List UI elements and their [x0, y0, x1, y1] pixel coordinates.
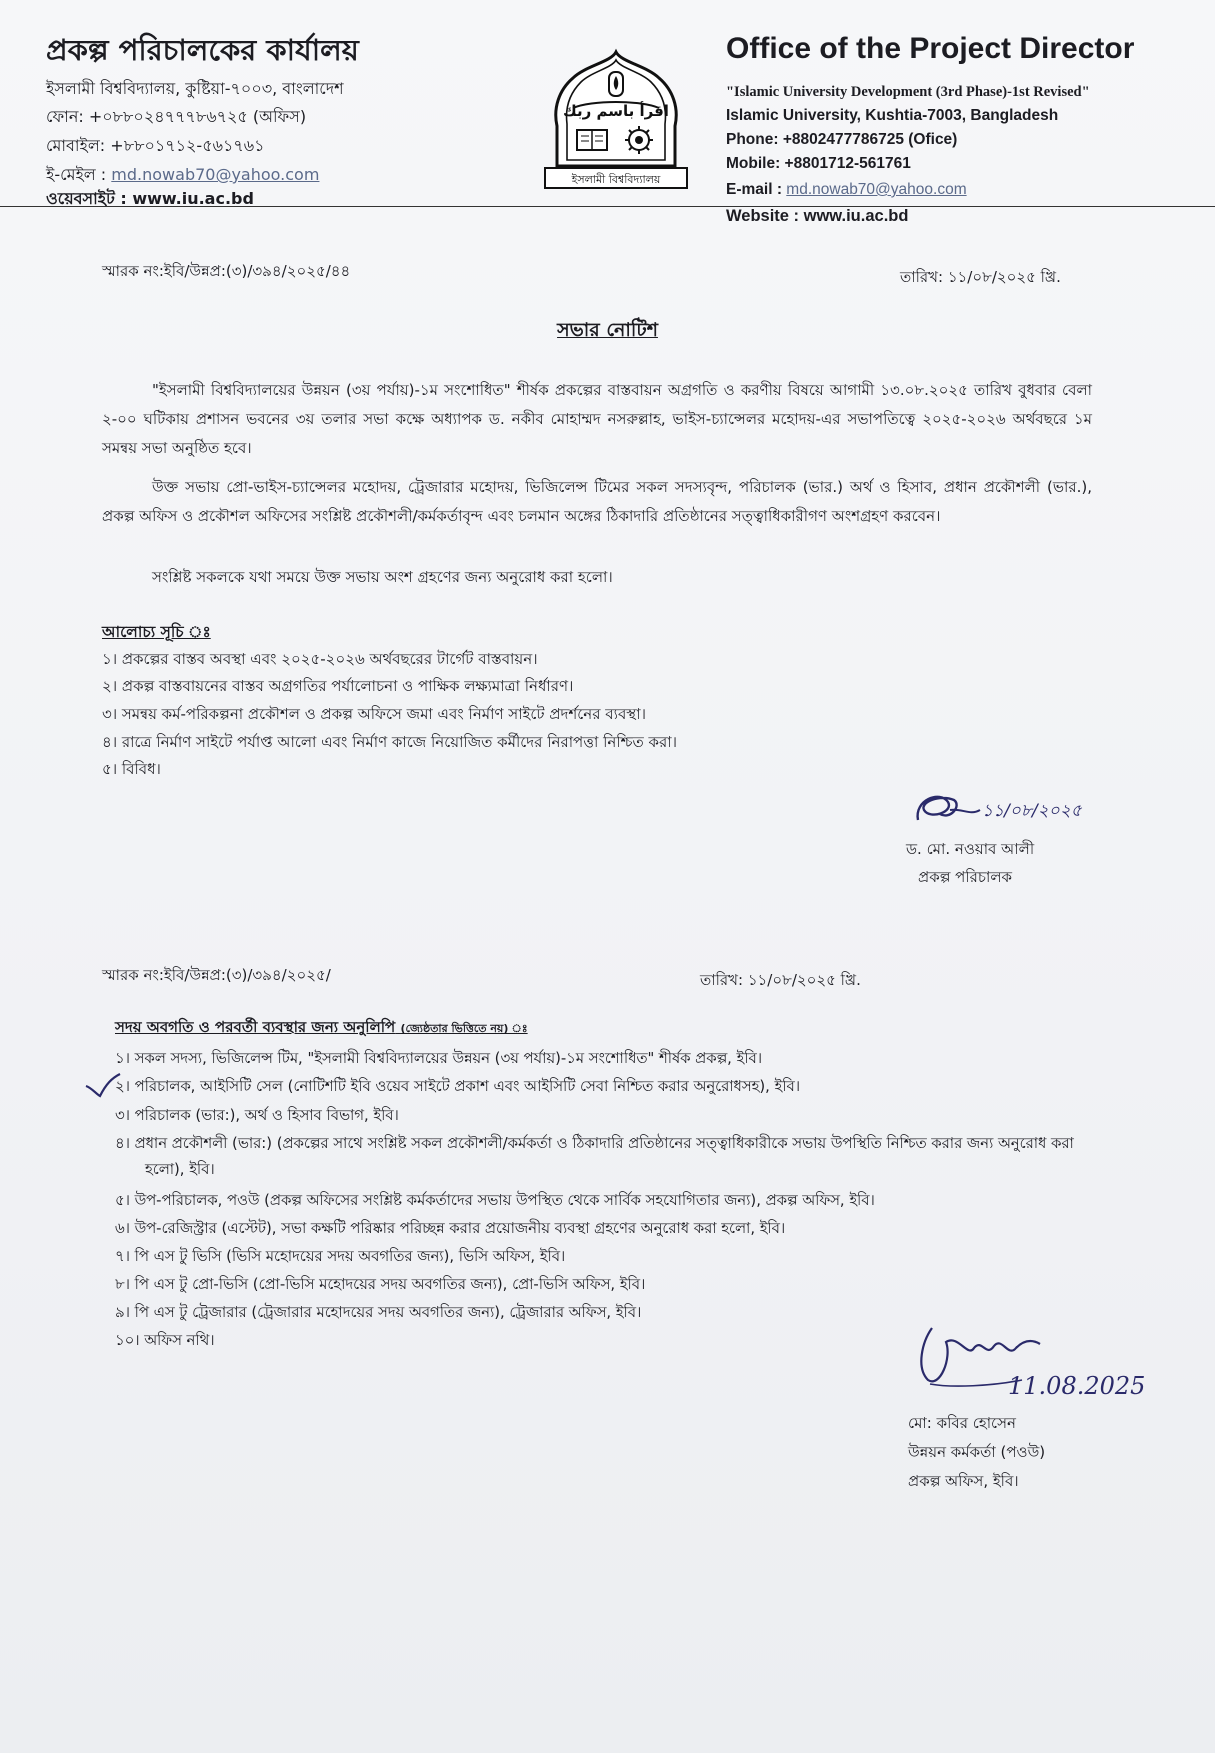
notice-paragraph-1: "ইসলামী বিশ্ববিদ্যালয়ের উন্নয়ন (৩য় পর্যায়)-১ম সংশোধিত" শীর্ষক প্রকল্পের বাস্তবায়ন অগ্রগতি ও করণীয় বিষয়ে আগামী ১৩.০৮.২০২৫ তারিখ বুধবার বেলা ২-০০ ঘটিকায় প্রশাসন ভবনের ৩য় তলার সভা কক্ষে অধ্যাপক ড. নকীব মোহাম্মদ নসরুল্লাহ, ভাইস-চ্যান্সেলর মহোদয়-এর সভাপতিত্বে ২০২৫-২০২৬ অর্থবছরে ১ম সমন্বয় সভা অনুষ্ঠিত হবে।	[102, 381, 1092, 457]
email-bn-label: ই-মেইল :	[46, 165, 107, 184]
notice-paragraph-3: সংশ্লিষ্ট সকলকে যথা সময়ে উক্ত সভায় অংশ গ্রহণের জন্য অনুরোধ করা হলো।	[152, 568, 613, 586]
signatory-2-name: মো: কবির হোসেন	[908, 1414, 1016, 1432]
office-title-en: Office of the Project Director	[726, 32, 1135, 65]
mobile-bn: মোবাইল: +৮৮০১৭১২-৫৬১৭৬১	[46, 136, 265, 155]
logo-arabic-text: اقرأ باسم ربك	[563, 102, 669, 120]
email-en-label: E-mail :	[726, 181, 782, 198]
checkmark-icon	[82, 1070, 122, 1100]
agenda-item: ১। প্রকল্পের বাস্তব অবস্থা এবং ২০২৫-২০২৬ অর্থবছরের টার্গেট বাস্তবায়ন।	[102, 650, 538, 668]
phone-en: Phone: +8802477786725 (Ofice)	[726, 131, 958, 148]
mobile-en: Mobile: +8801712-561761	[726, 155, 911, 172]
copy-item: ৬। উপ-রেজিস্ট্রার (এস্টেট), সভা কক্ষটি পরিষ্কার পরিচ্ছন্ন করার প্রয়োজনীয় ব্যবস্থা গ্রহণের অনুরোধ করা হলো, ইবি।	[115, 1220, 786, 1237]
logo-caption: ইসলামী বিশ্ববিদ্যালয়	[571, 173, 661, 186]
address-bn: ইসলামী বিশ্ববিদ্যালয়, কুষ্টিয়া-৭০০৩, বাংলাদেশ	[46, 79, 344, 98]
signatory-1-role: প্রকল্প পরিচালক	[918, 868, 1013, 886]
copy-item: ৫। উপ-পরিচালক, পওউ (প্রকল্প অফিসের সংশ্লিষ্ট কর্মকর্তাদের সভায় উপস্থিত থেকে সার্বিক সহযোগিতার জন্য), প্রকল্প অফিস, ইবি।	[115, 1192, 875, 1209]
project-name-en: "Islamic University Development (3rd Phase)-1st Revised"	[726, 84, 1090, 100]
copy-item: ৯। পি এস টু ট্রেজারার (ট্রেজারার মহোদয়ের সদয় অবগতির জন্য), ট্রেজারার অফিস, ইবি।	[115, 1304, 642, 1321]
memo-date: তারিখ: ১১/০৮/২০২৫ খ্রি.	[900, 268, 1061, 286]
signature-1-handwritten-date: ১১/০৮/২০২৫	[982, 801, 1082, 821]
header-divider	[0, 206, 1215, 207]
signatory-2-role: উন্নয়ন কর্মকর্তা (পওউ)	[908, 1443, 1046, 1461]
email-bn-row	[46, 162, 319, 189]
copy-item: ২। পরিচালক, আইসিটি সেল (নোটিশটি ইবি ওয়েব সাইটে প্রকাশ এবং আইসিটি সেবা নিশ্চিত করার অনুরোধসহ), ইবি।	[115, 1078, 800, 1095]
address-en: Islamic University, Kushtia-7003, Bangladesh	[726, 107, 1059, 124]
signatory-2-office: প্রকল্প অফিস, ইবি।	[908, 1472, 1019, 1490]
notice-title-text: সভার নোটিশ	[557, 319, 658, 341]
agenda-item: ৫। বিবিধ।	[102, 760, 161, 778]
email-bn-link[interactable]: md.nowab70@yahoo.com	[111, 165, 320, 184]
office-title-bn: প্রকল্প পরিচালকের কার্যালয়	[46, 33, 359, 67]
agenda-item: ৩। সমন্বয় কর্ম-পরিকল্পনা প্রকৌশল ও প্রকল্প অফিসে জমা এবং নির্মাণ সাইটে প্রদর্শনের ব্যবস্থা।	[102, 705, 646, 723]
memo-2-number: স্মারক নং:ইবি/উন্নপ্র:(৩)/৩৯৪/২০২৫/	[102, 966, 331, 984]
notice-paragraph-2: উক্ত সভায় প্রো-ভাইস-চ্যান্সেলর মহোদয়, ট্রেজারার মহোদয়, ভিজিলেন্স টিমের সকল সদস্যবৃন্দ, পরিচালক (ভার.) অর্থ ও হিসাব, প্রধান প্রকৌশলী (ভার.), প্রকল্প অফিস ও প্রকৌশল অফিসের সংশ্লিষ্ট প্রকৌশলী/কর্মকর্তাবৃন্দ এবং চলমান অঙ্গের ঠিকাদারি প্রতিষ্ঠানের সত্ত্বাধিকারীগণ অংশগ্রহণ করবেন।	[102, 478, 1092, 525]
email-en-row	[726, 181, 967, 199]
university-logo	[541, 48, 691, 190]
copy-item: ১০। অফিস নথি।	[115, 1332, 215, 1349]
website-bn: ওয়েবসাইট : www.iu.ac.bd	[46, 189, 254, 208]
signatory-1-name: ড. মো. নওয়াব আলী	[906, 840, 1035, 858]
agenda-title: আলোচ্য সূচি ঃ	[102, 623, 211, 641]
agenda-item: ৪। রাত্রে নির্মাণ সাইটে পর্যাপ্ত আলো এবং নির্মাণ কাজে নিয়োজিত কর্মীদের নিরাপত্তা নিশ্চিত করা।	[102, 733, 677, 751]
phone-bn: ফোন: +০৮৮০২৪৭৭৭৮৬৭২৫ (অফিস)	[46, 107, 307, 126]
signature-2-handwritten-date: 11.08.2025	[1008, 1372, 1146, 1400]
copy-list-title-text: সদয় অবগতি ও পরবর্তী ব্যবস্থার জন্য অনুলিপি	[115, 1018, 396, 1036]
email-en-link[interactable]: md.nowab70@yahoo.com	[786, 181, 967, 198]
agenda-item: ২। প্রকল্প বাস্তবায়নের বাস্তব অগ্রগতির পর্যালোচনা ও পাক্ষিক লক্ষ্যমাত্রা নির্ধারণ।	[102, 677, 574, 695]
copy-item: ৪। প্রধান প্রকৌশলী (ভার:) (প্রকল্পের সাথে সংশ্লিষ্ট সকল প্রকৌশলী/কর্মকর্তা ও ঠিকাদারি প্রতিষ্ঠানের সত্ত্বাধিকারীকে সভায় উপস্থিতি নিশ্চিত করার জন্য অনুরোধ করা হলো), ইবি।	[115, 1135, 1074, 1178]
memo-2-date: তারিখ: ১১/০৮/২০২৫ খ্রি.	[700, 971, 861, 989]
copy-item: ৭। পি এস টু ভিসি (ভিসি মহোদয়ের সদয় অবগতির জন্য), ভিসি অফিস, ইবি।	[115, 1248, 566, 1265]
copy-list-title	[115, 1016, 528, 1041]
notice-title	[0, 316, 1215, 348]
copy-list-title-note: (জ্যেষ্ঠতার ভিত্তিতে নয়) ঃ	[400, 1022, 528, 1035]
logo-emblem-icon	[541, 48, 691, 190]
copy-item: ১। সকল সদস্য, ভিজিলেন্স টিম, "ইসলামী বিশ্ববিদ্যালয়ের উন্নয়ন (৩য় পর্যায়)-১ম সংশোধিত" শীর্ষক প্রকল্প, ইবি।	[115, 1050, 763, 1067]
copy-item: ৮। পি এস টু প্রো-ভিসি (প্রো-ভিসি মহোদয়ের সদয় অবগতির জন্য), প্রো-ভিসি অফিস, ইবি।	[115, 1276, 646, 1293]
website-en: Website : www.iu.ac.bd	[726, 207, 909, 225]
tick-mark-icon	[82, 1070, 122, 1100]
memo-number: স্মারক নং:ইবি/উন্নপ্র:(৩)/৩৯৪/২০২৫/৪৪	[102, 262, 351, 280]
copy-item: ৩। পরিচালক (ভার:), অর্থ ও হিসাব বিভাগ, ইবি।	[115, 1107, 399, 1124]
